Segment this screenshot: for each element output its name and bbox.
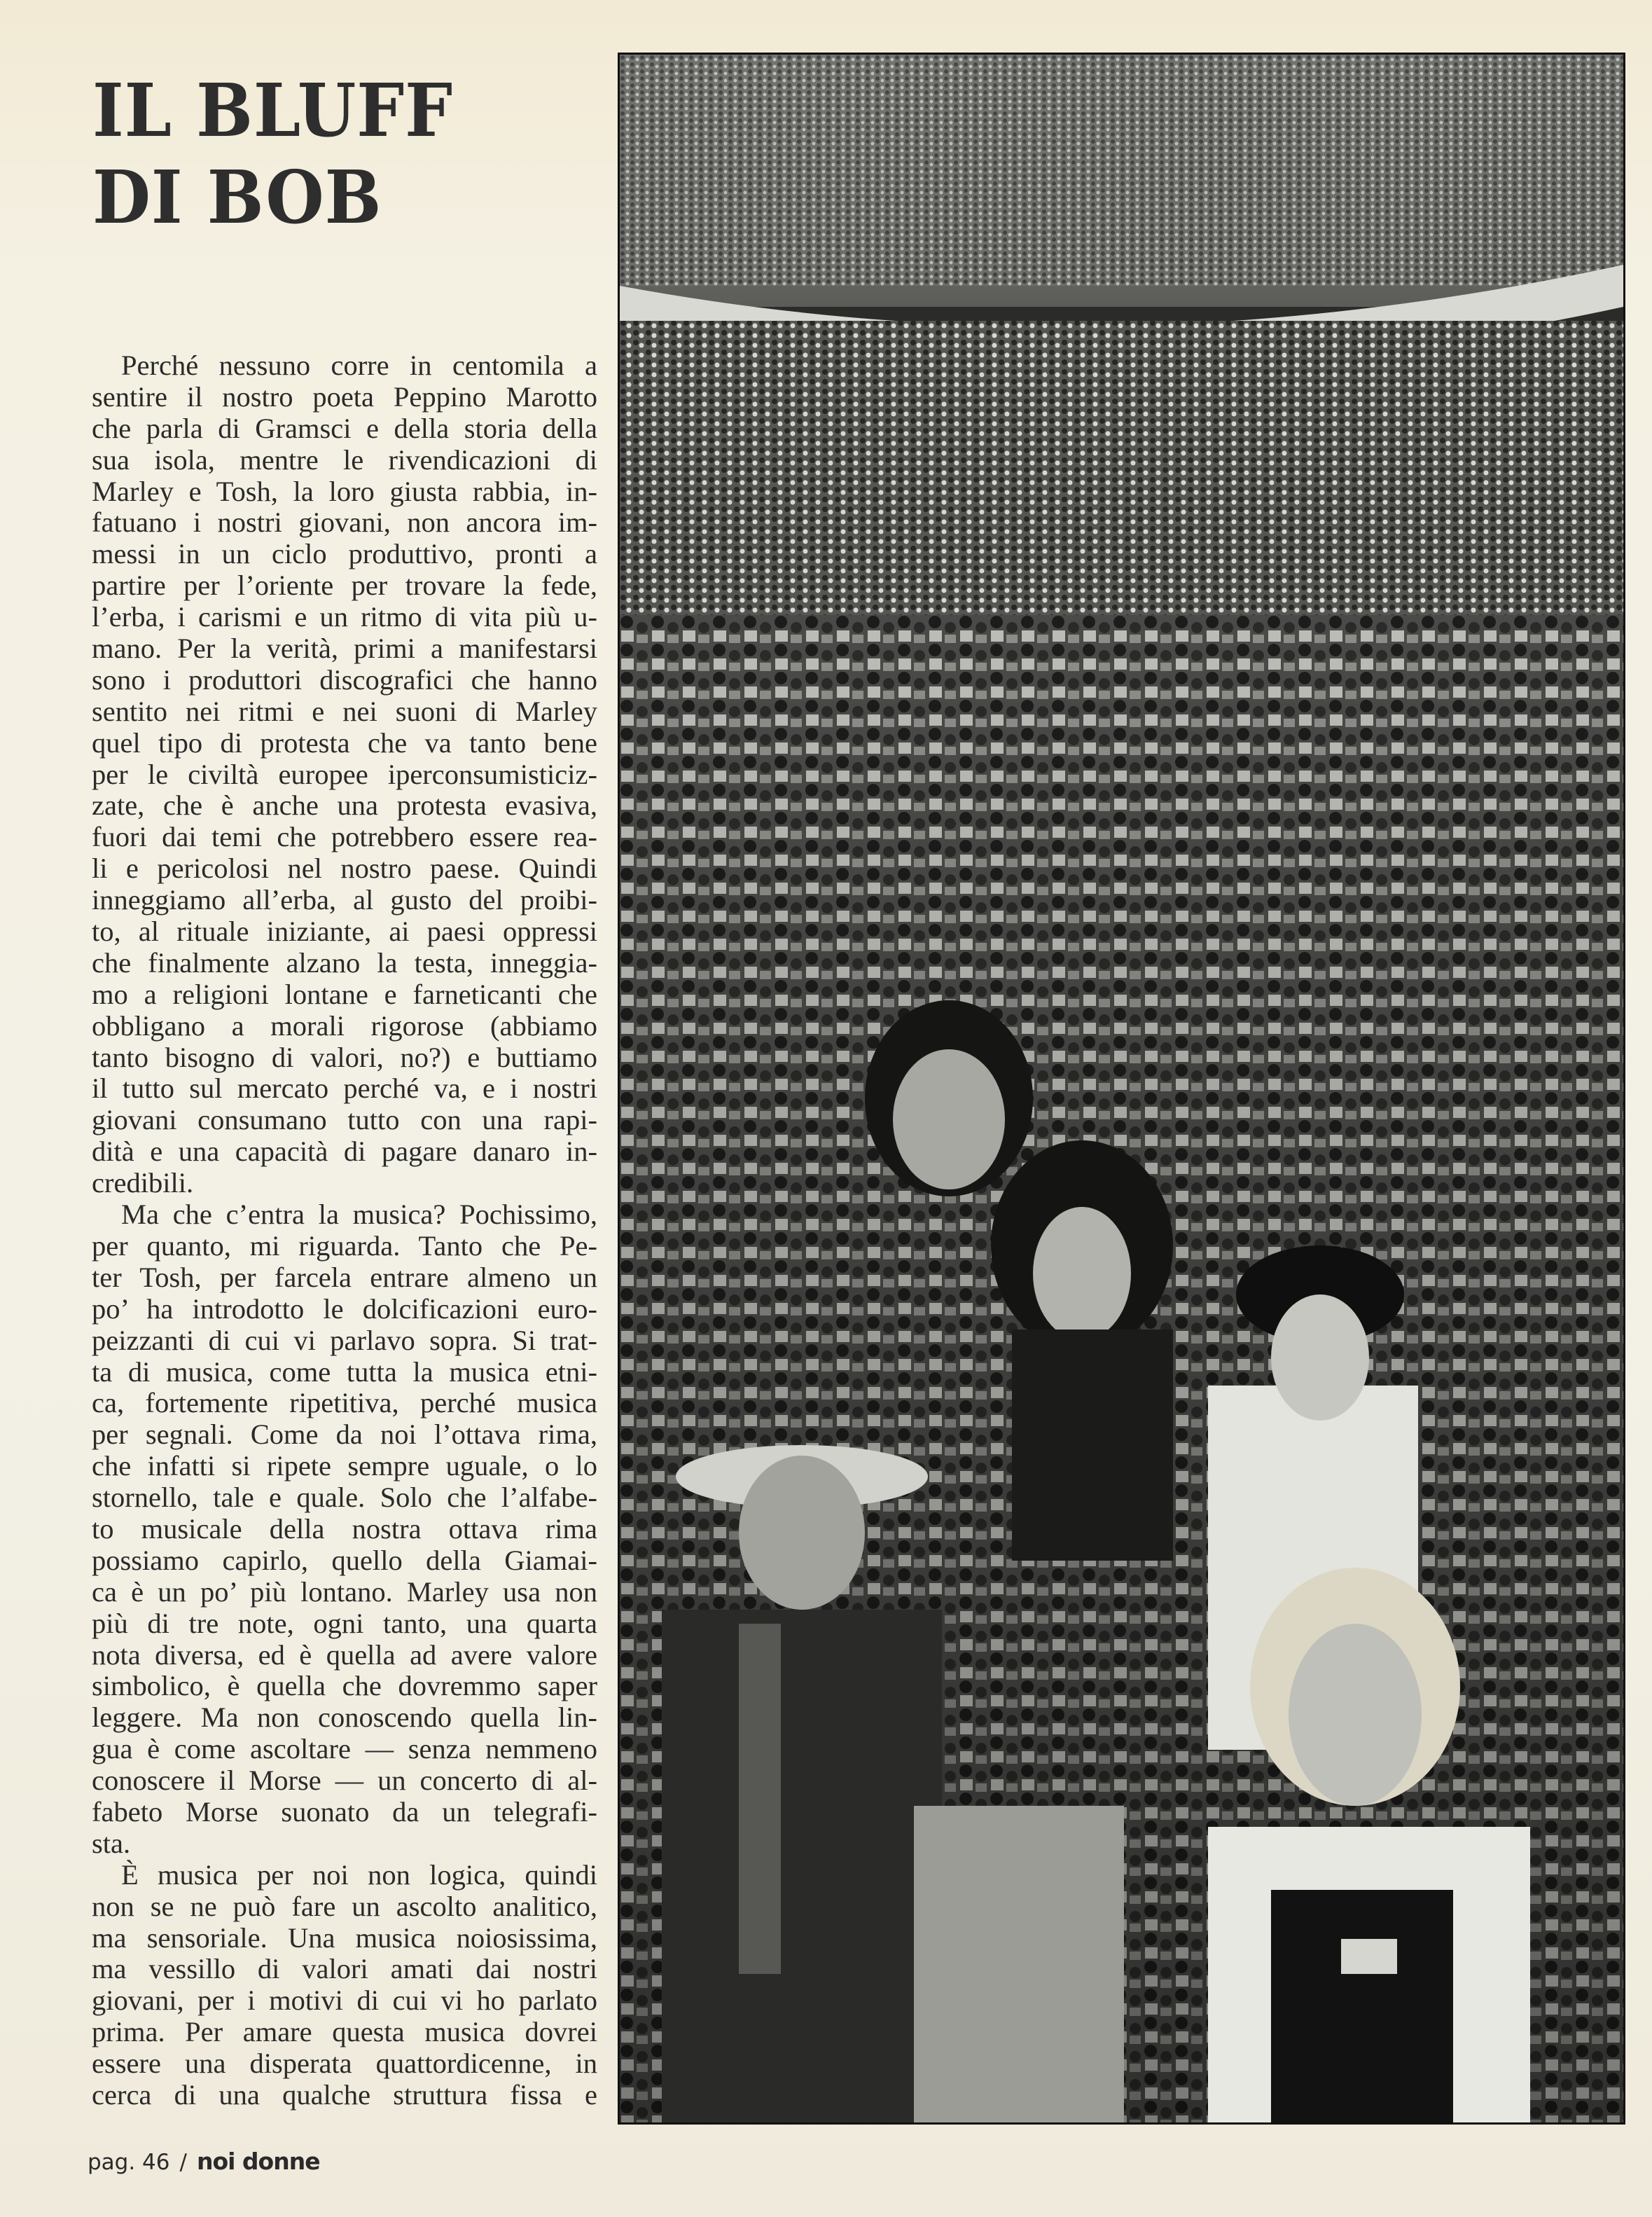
paragraph-1-line: per le civiltà europee iperconsumisticiz- [92,758,597,790]
paragraph-1-line: tanto bisogno di valori, no?) e buttiamo [92,1041,597,1073]
paragraph-1-line: zate, che è anche una protesta evasiva, [92,789,597,822]
paragraph-2-line: conoscere il Morse — un concerto di al- [92,1764,597,1797]
paragraph-1-line: l’erba, i carismi e un ritmo di vita più u- [92,601,597,633]
paragraph-2-line: to musicale della nostra ottava rima [92,1512,597,1545]
page-footer [88,2148,320,2175]
crowd-photo-image [620,55,1623,2122]
paragraph-2-line: stornello, tale e quale. Solo che l’alfabe- [92,1482,597,1514]
paragraph-1-line: mo a religioni lontane e farneticanti che [92,978,597,1010]
paragraph-2-line: ter Tosh, per farcela entrare almeno un [92,1261,597,1293]
paragraph-2-line: per quanto, mi riguarda. Tanto che Pe- [92,1229,597,1262]
paragraph-1-line: credibili. [92,1167,194,1199]
paragraph-3-line: giovani, per i motivi di cui vi ho parlato [92,1984,597,2017]
paragraph-2-line: leggere. Ma non conoscendo quella lin- [92,1701,597,1734]
article-title [92,67,485,241]
paragraph-2-line: sta. [92,1827,131,1859]
paragraph-3-line: non se ne può fare un ascolto analitico, [92,1890,597,1922]
paragraph-1-line: fuori dai temi che potrebbero essere rea- [92,821,597,853]
paragraph-1-line: messi in un ciclo produttivo, pronti a [92,538,597,570]
page-number: pag. 46 [88,2150,170,2175]
paragraph-1-line: sentire il nostro poeta Peppino Marotto [92,380,597,413]
paragraph-1-line: che finalmente alzano la testa, inneggia- [92,946,597,979]
paragraph-2-line: che infatti si ripete sempre uguale, o lo [92,1450,597,1482]
paragraph-3-line: ma vessillo di valori amati dai nostri [92,1953,597,1985]
paragraph-1-line: il tutto sul mercato perché va, e i nostri [92,1072,597,1105]
paragraph-3-line: essere una disperata quattordicenne, in [92,2047,597,2080]
paragraph-2-line: nota diversa, ed è quella ad avere valore [92,1638,597,1671]
paragraph-2-line: Ma che c’entra la musica? Pochissimo, [121,1199,597,1231]
article-body [92,350,597,2111]
paragraph-2-line: più di tre note, ogni tanto, una quarta [92,1607,597,1639]
magazine-name: noi donne [196,2148,320,2175]
paragraph-3-line: ma sensoriale. Una musica noiosissima, [92,1921,597,1954]
paragraph-1-line: sentito nei ritmi e nei suoni di Marley [92,695,597,727]
concert-crowd-photo [618,53,1625,2125]
footer-separator: / [179,2150,187,2175]
paragraph-2-line: ta di musica, come tutta la musica etni- [92,1355,597,1388]
paragraph-2-line: gua è come ascoltare — senza nemmeno [92,1733,597,1765]
paragraph-2-line: possiamo capirlo, quello della Giamai- [92,1544,597,1576]
paragraph-1-line: fatuano i nostri giovani, non ancora im- [92,506,597,539]
paragraph-1-line: mano. Per la verità, primi a manifestarsi [92,633,597,665]
paragraph-1-line: Perché nessuno corre in centomila a [121,350,597,381]
paragraph-1-line: li e pericolosi nel nostro paese. Quindi [92,852,597,885]
title-line: DI BOB [92,154,382,240]
paragraph-2-line: ca, fortemente ripetitiva, perché musica [92,1387,597,1419]
paragraph-1-line: dità e una capacità di pagare danaro in- [92,1135,597,1168]
paragraph-1-line: quel tipo di protesta che va tanto bene [92,726,597,759]
paragraph-2-line: peizzanti di cui vi parlavo sopra. Si trat- [92,1324,597,1356]
paragraph-2-line: ca è un po’ più lontano. Marley usa non [92,1575,597,1608]
paragraph-3-line: cerca di una qualche struttura fissa e [92,2078,597,2111]
paragraph-1-line: sua isola, mentre le rivendicazioni di [92,443,597,476]
paragraph-1-line: inneggiamo all’erba, al gusto del proibi- [92,884,597,916]
paragraph-1-line: Marley e Tosh, la loro giusta rabbia, in- [92,475,597,507]
paragraph-1-line: obbligano a morali rigorose (abbiamo [92,1009,597,1042]
paragraph-3-line: È musica per noi non logica, quindi [121,1858,597,1891]
paragraph-1-line: che parla di Gramsci e della storia della [92,412,597,444]
paragraph-2-line: per segnali. Come da noi l’ottava rima, [92,1418,597,1451]
paragraph-2-line: fabeto Morse suonato da un telegrafi- [92,1795,597,1828]
paragraph-2-line: po’ ha introdotto le dolcificazioni euro- [92,1292,597,1325]
paragraph-3-line: prima. Per amare questa musica dovrei [92,2016,597,2048]
paragraph-1-line: to, al rituale iniziante, ai paesi oppressi [92,916,597,948]
paragraph-1-line: giovani consumano tutto con una rapi- [92,1104,597,1136]
paragraph-2-line: simbolico, è quella che dovremmo saper [92,1670,597,1702]
paragraph-1-line: sono i produttori discografici che hanno [92,663,597,696]
paragraph-1-line: partire per l’oriente per trovare la fede, [92,569,597,602]
title-line: IL BLUFF [92,67,453,153]
